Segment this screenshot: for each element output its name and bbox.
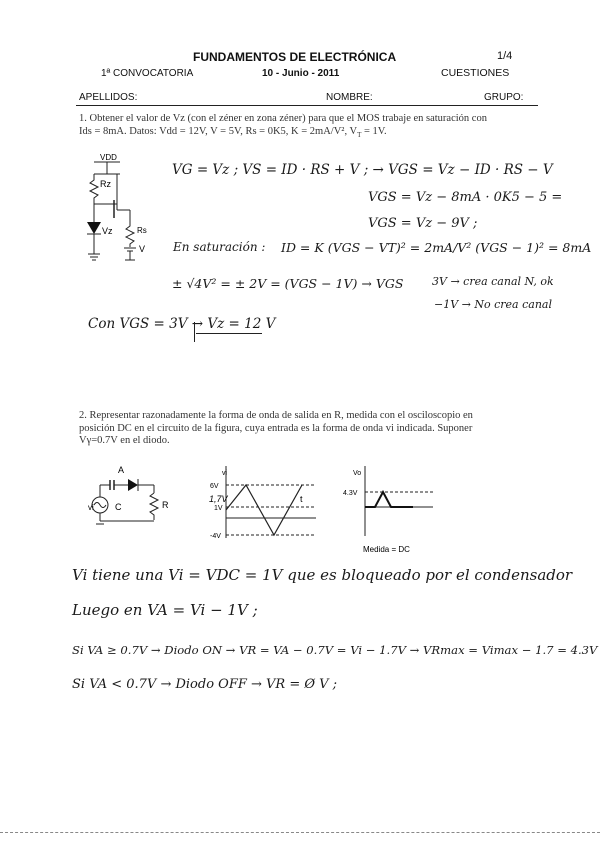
q2-vi-label: vi (88, 503, 94, 512)
exam-date: 10 - Junio - 2011 (262, 68, 340, 79)
q1-answer-line3: VGS = Vz − 9V ; (368, 216, 478, 231)
q2-answer-line2: Luego en VA = Vi − 1V ; (72, 601, 258, 619)
convocatoria: 1ª CONVOCATORIA (101, 68, 194, 79)
q2-output-graph (343, 466, 433, 556)
q2-input-graph (208, 466, 318, 538)
q2-answer-line3: Si VA ≥ 0.7V → Diodo ON → VR = VA − 0.7V = Vi − 1.7V → VRmax = Vimax − 1.7 = 4.3V (72, 643, 598, 657)
graph-in-ann: 1,7V (209, 494, 228, 504)
graph-in-t: t (300, 494, 303, 504)
graph-out-43v: 4.3V (343, 490, 358, 497)
q1-answer-line2: VGS = Vz − 8mA · 0K5 − 5 = (368, 190, 563, 205)
q1-result-bracket (194, 322, 195, 342)
graph-in-vi: vi (222, 470, 228, 477)
graph-in-m4v: -4V (210, 533, 221, 540)
q2-statement (79, 410, 549, 448)
q2-statement-line1: 2. Representar razonadamente la forma de onda de salida en R, medida con el osciloscopio en (79, 410, 473, 421)
q1-answer-line1: VG = Vz ; VS = ID · RS + V ; → VGS = Vz − ID · RS − V (172, 162, 553, 178)
nombre-label: NOMBRE: (326, 92, 373, 103)
q1-vz-label: Vz (102, 226, 113, 236)
q1-vdd-label: VDD (100, 153, 117, 162)
q1-statement-line1: 1. Obtener el valor de Vz (con el zéner en zona zéner) para que el MOS trabaje en saturación con (79, 113, 487, 124)
q1-answer-line4: ID = K (VGS − VT)² = 2mA/V² (VGS − 1)² = 8mA (281, 240, 592, 255)
q1-rz-label: Rz (100, 179, 111, 189)
graph-out-vo: Vo (353, 470, 362, 477)
q1-rs-label: Rs (137, 226, 147, 235)
graph-out-caption: Medida = DC (363, 545, 410, 554)
page-number: 1/4 (497, 50, 513, 62)
section-label: CUESTIONES (441, 67, 510, 79)
q1-saturation-label: En saturación : (173, 240, 266, 254)
q2-statement-line2: posición DC en el circuito de la figura, cuya entrada es la forma de onda vi indicada. Suponer (79, 422, 473, 434)
q1-data-end: = 1V. (361, 125, 387, 137)
q2-answer-line4: Si VA < 0.7V → Diodo OFF → VR = Ø V ; (72, 677, 338, 692)
apellidos-label: APELLIDOS: (79, 92, 138, 103)
q2-c-label: C (115, 502, 122, 512)
q2-circuit (88, 465, 183, 530)
header-underline (76, 105, 538, 106)
q1-answer-line6: Con VGS = 3V → Vz = 12 V (88, 316, 276, 332)
q2-answer-line1: Vi tiene una Vi = VDC = 1V que es bloqueado por el condensador (72, 566, 573, 584)
q1-data: Ids = 8mA. Datos: Vdd = 12V, V = 5V, Rs = 0K5, K = 2mA/V², V (79, 125, 358, 137)
q1-v-label: V (139, 244, 146, 254)
graph-in-1v: 1V (214, 505, 223, 512)
q2-a-label: A (118, 465, 125, 475)
graph-in-6v: 6V (210, 483, 219, 490)
page-title: FUNDAMENTOS DE ELECTRÓNICA (193, 50, 397, 64)
q1-circuit (72, 152, 162, 267)
q1-data-sub: T (357, 130, 362, 139)
grupo-label: GRUPO: (484, 92, 524, 103)
q2-r-label: R (162, 500, 169, 510)
footer-rule (0, 832, 600, 833)
q1-statement-line2 (79, 126, 549, 142)
q1-result-underline (196, 333, 262, 334)
q1-answer-line5: ± √4V² = ± 2V = (VGS − 1V) → VGS (172, 276, 404, 291)
q1-statement (79, 113, 549, 141)
q1-option-ok: 3V → crea canal N, ok (432, 275, 554, 288)
q2-statement-line3: Vγ=0.7V en el diodo. (79, 435, 170, 446)
q1-option-no: −1V → No crea canal (434, 298, 552, 311)
